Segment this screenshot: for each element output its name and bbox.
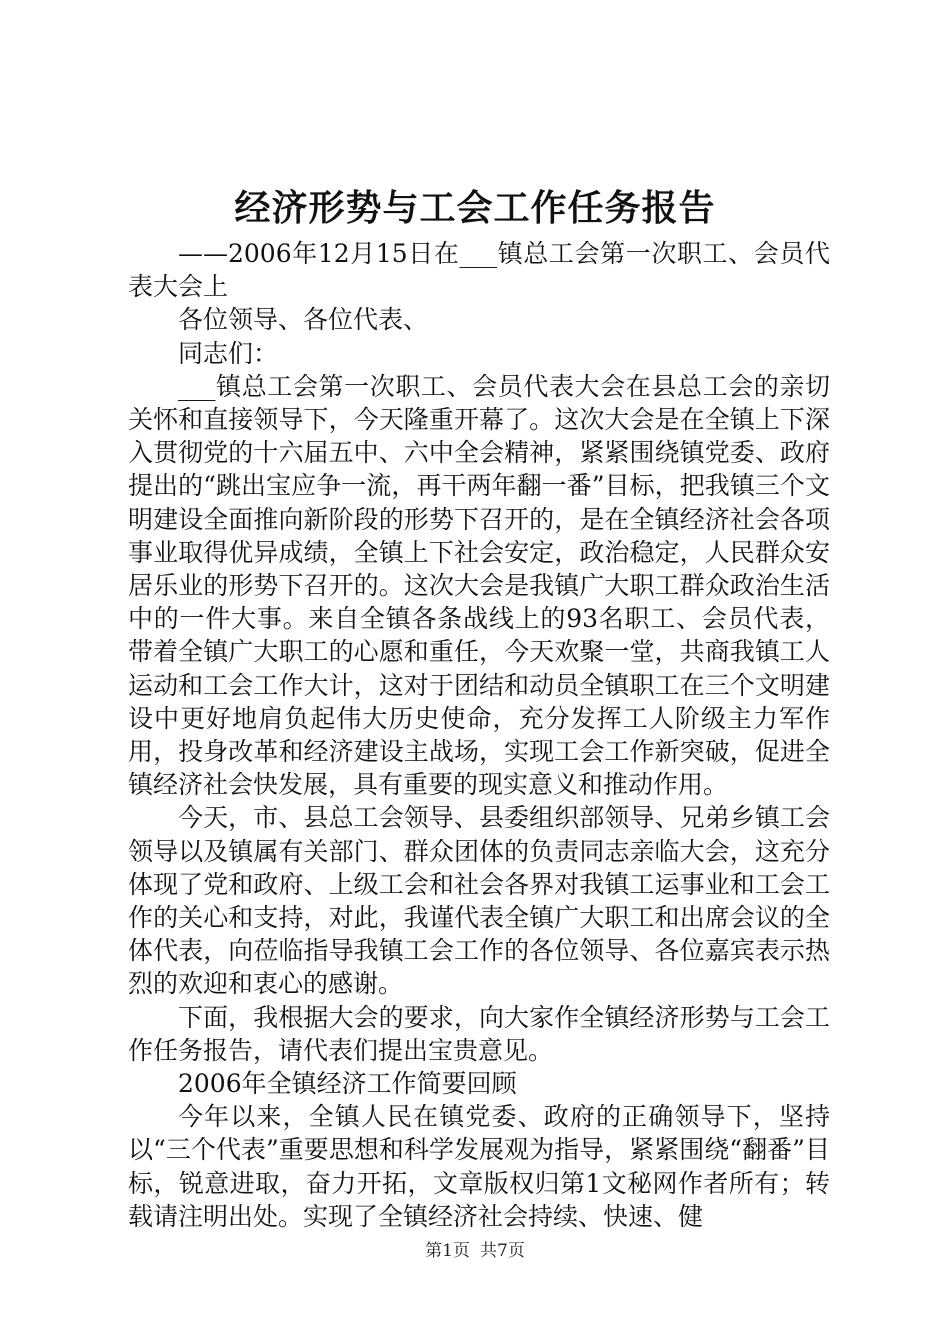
page-footer — [0, 1240, 950, 1262]
salutation-line: 各位领导、各位代表、 — [178, 305, 429, 335]
subtitle-line: ——2006年12月15日在___镇总工会第一次职工、会员代表大会上 — [128, 239, 830, 302]
salutation-line: 同志们： — [178, 338, 279, 368]
body-paragraph: 今天，市、县总工会领导、县委组织部领导、兄弟乡镇工会领导以及镇属有关部门、群众团体的负责同志亲临大会，这充分体现了党和政府、上级工会和社会各界对我镇工运事业和工会工作的关心和支持，对此，我谨代表全镇广大职工和出席会议的全体代表，向莅临指导我镇工会工作的各位领导、各位嘉宾表示热烈的欢迎和衷心的感谢。 — [128, 803, 830, 999]
document-title: 经济形势与工会工作任务报告 — [234, 187, 716, 229]
page-number: 第1页 — [425, 1241, 470, 1261]
section-heading: 2006年全镇经济工作简要回顾 — [178, 1069, 517, 1099]
body-paragraph: ___镇总工会第一次职工、会员代表大会在县总工会的亲切关怀和直接领导下，今天隆重开幕了。这次大会是在全镇上下深入贯彻党的十六届五中、六中全会精神，紧紧围绕镇党委、政府提出的“跳出宝应争一流，再干两年翻一番”目标，把我镇三个文明建设全面推向新阶段的形势下召开的，是在全镇经济社会各项事业取得优异成绩，全镇上下社会安定，政治稳定，人民群众安居乐业的形势下召开的。这次大会是我镇广大职工群众政治生活中的一件大事。来自全镇各条战线上的93名职工、会员代表，带着全镇广大职工的心愿和重任，今天欢聚一堂，共商我镇工人运动和工会工作大计，这对于团结和动员全镇职工在三个文明建设中更好地肩负起伟大历史使命，充分发挥工人阶级主力军作用，投身改革和经济建设主战场，实现工会工作新突破，促进全镇经济社会快发展，具有重要的现实意义和推动作用。 — [128, 371, 830, 800]
document-body — [128, 237, 830, 1233]
page-total: 共7页 — [480, 1241, 525, 1261]
body-paragraph: 今年以来，全镇人民在镇党委、政府的正确领导下，坚持以“三个代表”重要思想和科学发展观为指导，紧紧围绕“翻番”目标，锐意进取，奋力开拓，文章版权归第1文秘网作者所有；转载请注明出处。实现了全镇经济社会持续、快速、健 — [128, 1102, 830, 1231]
body-paragraph: 下面，我根据大会的要求，向大家作全镇经济形势与工会工作任务报告，请代表们提出宝贵意见。 — [128, 1002, 830, 1065]
